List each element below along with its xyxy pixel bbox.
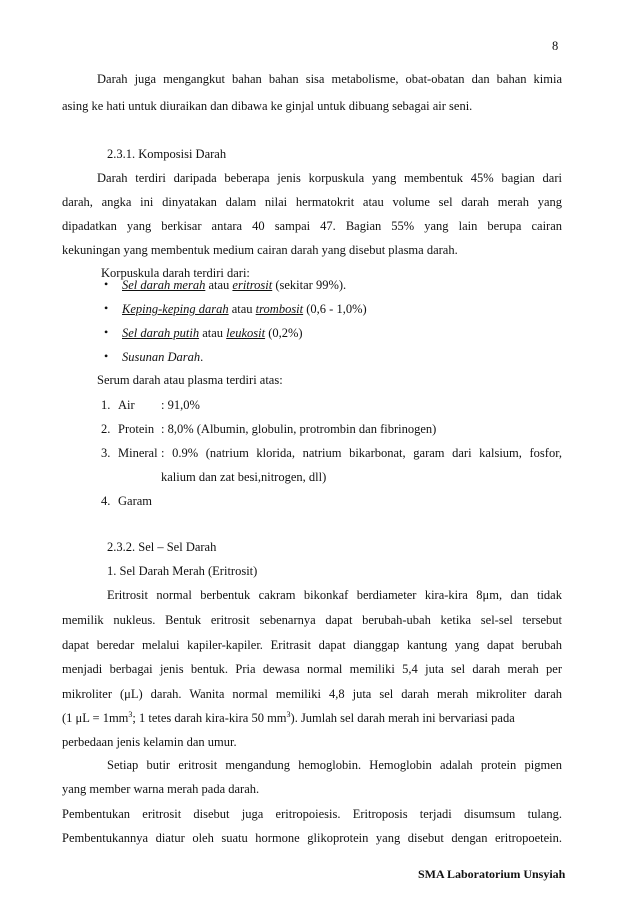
hemoglobin-line-2: yang member warna merah pada darah. [62,782,260,796]
serum-intro: Serum darah atau plasma terdiri atas: [97,373,283,387]
bullet-icon: • [104,301,109,315]
eritrosit-line-7: perbedaan jenis kelamin dan umur. [62,735,237,749]
bullet-item-leukosit: Sel darah putih atau leukosit (0,2%) [122,326,303,340]
page-number: 8 [552,39,559,53]
bullet-item-susunan: Susunan Darah. [122,350,204,364]
bullet-icon: • [104,349,109,363]
korpuskula-intro: Korpuskula darah terdiri dari: [101,266,250,280]
eritropoiesis-line-2: Pembentukannya diatur oleh suatu hormone glikoprotein yang disebut dengan eritropoetein. [62,831,562,845]
intro-line-1: Darah juga mengangkut bahan bahan sisa metabolisme, obat-obatan dan bahan kimia [97,72,562,86]
serum-value-3-cont: kalium dan zat besi,nitrogen, dll) [161,470,327,484]
komposisi-line-2: darah, angka ini dinyatakan dalam nilai hermatokrit atau volume sel darah merah yang [62,195,562,209]
eritrosit-line-3: dapat beredar melalui kapiler-kapiler. Eritrasit dapat dianggap kantung yang dapat berubah [62,638,562,652]
eritrosit-line-2: memilik nukleus. Bentuk eritrosit sebenarnya dapat berubah-ubah ketika sel-sel tersebut [62,613,562,627]
bullet-icon: • [104,325,109,339]
eritrosit-line-4: menjadi berbagai jenis bentuk. Pria dewasa normal memiliki 5,4 juta sel darah merah per [62,662,562,676]
serum-num-1: 1. [101,398,111,412]
serum-num-4: 4. [101,494,111,508]
eritropoiesis-line-1: Pembentukan eritrosit disebut juga eritropoiesis. Eritroposis terjadi disumsum tulang. [62,807,562,821]
serum-name-1: Air [118,398,135,412]
serum-value-2: : 8,0% (Albumin, globulin, protrombin dan fibrinogen) [161,422,437,436]
eritrosit-line-1: Eritrosit normal berbentuk cakram bikonkaf berdiameter kira-kira 8μm, dan tidak [107,588,562,602]
section-heading-sel-darah: 2.3.2. Sel – Sel Darah [107,540,217,554]
serum-name-4: Garam [118,494,153,508]
footer-school-name: SMA Laboratorium Unsyiah [418,867,566,881]
bullet-item-trombosit: Keping-keping darah atau trombosit (0,6 - 1,0%) [122,302,367,316]
serum-name-2: Protein [118,422,155,436]
bullet-icon: • [104,277,109,291]
section-heading-komposisi: 2.3.1. Komposisi Darah [107,147,227,161]
komposisi-line-1: Darah terdiri daripada beberapa jenis korpuskula yang membentuk 45% bagian dari [97,171,562,185]
serum-num-3: 3. [101,446,111,460]
serum-num-2: 2. [101,422,111,436]
komposisi-line-4: kekuningan yang membentuk medium cairan darah yang disebut plasma darah. [62,243,458,257]
bullet-item-eritrosit: Sel darah merah atau eritrosit (sekitar 99%). [122,278,347,292]
subheading-eritrosit: 1. Sel Darah Merah (Eritrosit) [107,564,258,578]
serum-name-3: Mineral [118,446,158,460]
serum-value-3: : 0.9% (natrium klorida, natrium bikarbonat, garam dari kalsium, fosfor, [161,446,562,460]
komposisi-line-3: dipadatkan yang berkisar antara 40 sampai 47. Bagian 55% yang lain berupa cairan [62,219,562,233]
eritrosit-line-6: (1 $\mu L = 1mm^3$; 1 tetes darah kira-kira 50 $mm^3$). Jumlah sel darah merah ini bervariasi pada [62,709,515,725]
intro-line-2: asing ke hati untuk diuraikan dan dibawa ke ginjal untuk dibuang sebagai air seni. [62,99,473,113]
eritrosit-line-5: mikroliter (μL) darah. Wanita normal memiliki 4,8 juta sel darah merah mikroliter darah [62,687,562,701]
serum-value-1: : 91,0% [161,398,200,412]
hemoglobin-line-1: Setiap butir eritrosit mengandung hemoglobin. Hemoglobin adalah protein pigmen [107,758,562,772]
